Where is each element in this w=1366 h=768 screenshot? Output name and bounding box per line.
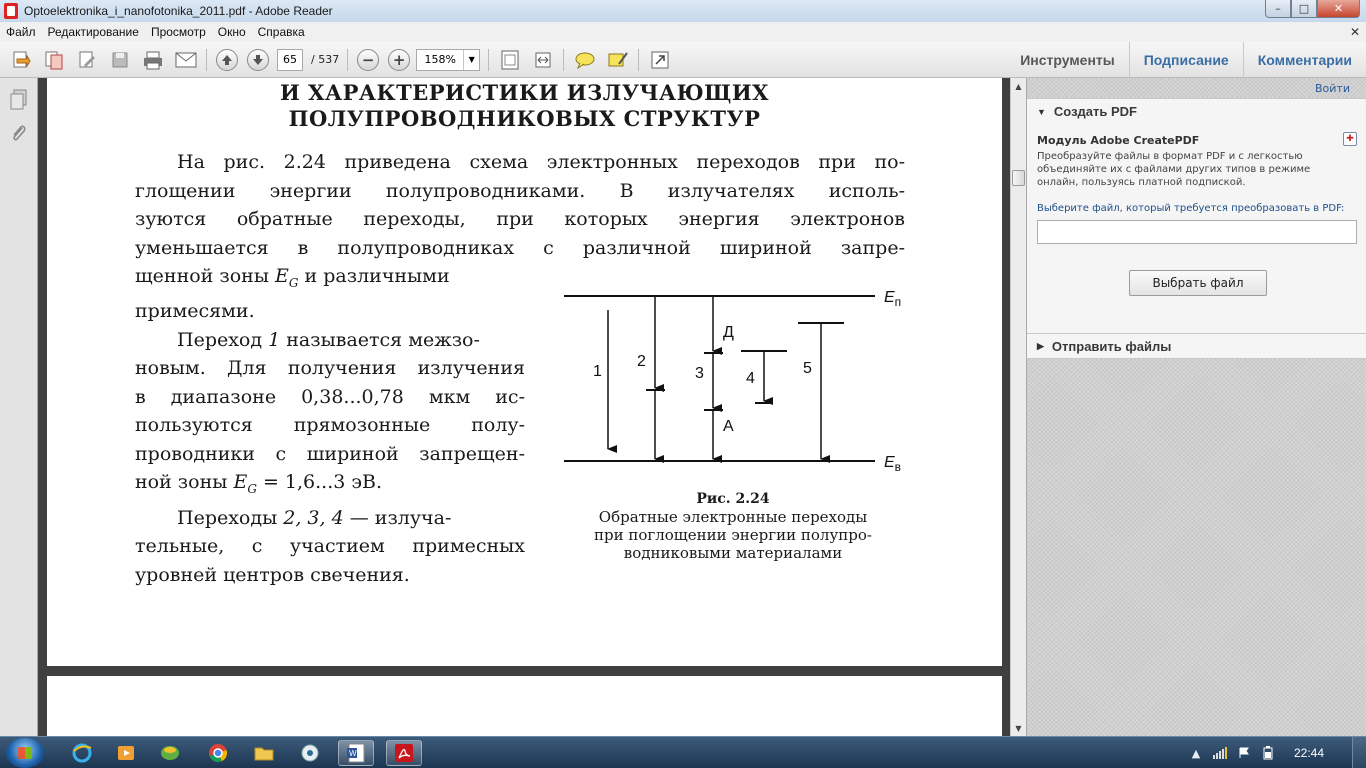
chrome-icon[interactable]	[200, 740, 236, 766]
text-line: зуются обратные переходы, при которых энергия электронов	[135, 208, 905, 230]
arrow-label-3: 3	[695, 365, 704, 382]
page-thumbnails-icon[interactable]	[7, 88, 31, 112]
highlight-icon[interactable]	[606, 48, 630, 72]
ep-symbol: E	[884, 289, 895, 306]
attachments-icon[interactable]	[7, 122, 31, 146]
app-icon[interactable]	[292, 740, 328, 766]
next-page-icon[interactable]	[247, 49, 269, 71]
print-icon[interactable]	[141, 48, 165, 72]
text-line: уровней центров свечения.	[135, 563, 410, 586]
eg-subscript: G	[288, 275, 299, 290]
system-clock[interactable]: 22:44	[1293, 746, 1324, 760]
arrow-label-5: 5	[803, 360, 812, 377]
document-close-icon[interactable]: ✕	[1349, 25, 1360, 39]
zoom-value: 158%	[424, 53, 456, 66]
send-files-header[interactable]	[1027, 334, 1366, 359]
valence-band-label	[884, 454, 901, 474]
arrow-label-2: 2	[637, 353, 646, 370]
text-line	[135, 468, 525, 503]
previous-page-icon[interactable]	[216, 49, 238, 71]
start-button[interactable]	[6, 738, 44, 768]
scroll-down-icon[interactable]: ▼	[1015, 723, 1022, 733]
acceptor-label: А	[723, 418, 734, 435]
arrow-label-1: 1	[593, 363, 602, 380]
paragraph-1	[135, 148, 905, 262]
page-total: / 537	[311, 53, 340, 66]
close-button[interactable]: ✕	[1317, 0, 1360, 18]
zoom-in-button[interactable]: +	[388, 49, 410, 71]
section-heading-line1: И ХАРАКТЕРИСТИКИ ИЗЛУЧАЮЩИХ	[280, 80, 769, 105]
document-view[interactable]	[38, 78, 1010, 736]
text-line: глощении энергии полупроводниками. В излучателях исполь-	[135, 179, 905, 202]
tools-pane	[1026, 78, 1366, 736]
donor-label: Д	[723, 324, 734, 341]
send-files-section	[1027, 333, 1366, 359]
scroll-up-icon[interactable]: ▲	[1015, 81, 1022, 91]
createpdf-service-icon: ✚	[1343, 132, 1357, 146]
toolbar-separator	[488, 49, 489, 71]
system-tray	[1188, 737, 1366, 768]
text-line: новым. Для получения излучения	[135, 357, 525, 380]
create-pdf-title: Создать PDF	[1053, 104, 1137, 119]
edit-pdf-icon[interactable]	[75, 48, 99, 72]
network-signal-icon[interactable]	[1212, 745, 1228, 761]
comment-icon[interactable]	[573, 48, 597, 72]
combine-files-icon[interactable]	[42, 48, 66, 72]
title-bar	[0, 0, 1366, 22]
energy-transition-diagram	[557, 283, 927, 483]
menu-bar	[0, 22, 1366, 42]
fit-width-icon[interactable]	[531, 48, 555, 72]
text-line: На рис. 2.24 приведена схема электронных переходов при по-	[177, 151, 905, 173]
toolbar	[0, 42, 1366, 78]
file-path-input[interactable]	[1037, 220, 1357, 244]
toolbar-separator	[206, 49, 207, 71]
svg-text:W: W	[349, 749, 357, 758]
text-line	[135, 262, 525, 297]
file-explorer-icon[interactable]	[246, 740, 282, 766]
menu-file[interactable]: Файл	[6, 25, 36, 39]
toolbar-separator	[563, 49, 564, 71]
adobe-reader-taskbar-icon[interactable]	[386, 740, 422, 766]
conduction-band-label	[884, 289, 901, 309]
window-title: Optoelektronika_i_nanofotonika_2011.pdf - Adobe Reader	[24, 4, 333, 18]
tab-sign[interactable]: Подписание	[1130, 42, 1244, 78]
section-heading-line2: ПОЛУПРОВОДНИКОВЫХ СТРУКТУР	[288, 106, 761, 131]
save-icon[interactable]	[108, 48, 132, 72]
media-player-icon[interactable]	[108, 740, 144, 766]
transition-number: 1	[268, 328, 281, 351]
eg-subscript: G	[247, 482, 257, 497]
ev-subscript: в	[894, 460, 902, 474]
word-icon[interactable]	[338, 740, 374, 766]
show-hidden-icons-icon[interactable]: ▲	[1191, 746, 1201, 760]
menu-view[interactable]: Просмотр	[150, 25, 206, 39]
maximize-button[interactable]: □	[1291, 0, 1317, 18]
toolbar-separator	[347, 49, 348, 71]
show-desktop-button[interactable]	[1352, 737, 1366, 768]
text-fragment: Переход	[177, 328, 263, 351]
fit-page-icon[interactable]	[498, 48, 522, 72]
text-line: тельные, с участием примесных	[135, 535, 525, 558]
pdf-page-next	[47, 676, 1002, 736]
figure-caption	[563, 490, 903, 562]
expand-icon[interactable]	[648, 48, 672, 72]
choose-file-label: Выберите файл, который требуется преобразовать в PDF:	[1037, 203, 1345, 214]
transition-numbers: 2, 3, 4	[283, 506, 344, 529]
create-pdf-icon[interactable]	[9, 48, 33, 72]
text-fragment: Переходы	[177, 506, 278, 529]
scroll-thumb[interactable]	[1012, 170, 1025, 186]
text-line: примесями.	[135, 300, 255, 323]
menu-edit[interactable]: Редактирование	[47, 25, 139, 39]
email-icon[interactable]	[174, 48, 198, 72]
adobe-reader-icon	[4, 3, 18, 19]
game-icon[interactable]	[152, 740, 188, 766]
sign-in-link[interactable]: Войти	[1315, 82, 1350, 95]
tab-comments[interactable]: Комментарии	[1257, 52, 1352, 68]
text-line: в диапазоне 0,38...0,78 мкм ис-	[135, 385, 525, 408]
chevron-down-icon[interactable]: ▼	[463, 50, 479, 70]
tab-tools[interactable]: Инструменты	[1006, 42, 1130, 78]
left-navigation-pane	[0, 78, 38, 736]
caption-line: Обратные электронные переходы	[598, 508, 868, 526]
action-center-flag-icon[interactable]	[1236, 745, 1252, 761]
window-controls	[1265, 0, 1360, 18]
menu-window[interactable]: Окно	[217, 25, 246, 39]
pdf-page	[47, 78, 1002, 666]
battery-icon[interactable]	[1260, 745, 1276, 761]
caption-line: при поглощении энергии полупро-	[594, 526, 872, 544]
zoom-out-button[interactable]: −	[357, 49, 379, 71]
expand-triangle-icon: ▶	[1037, 341, 1044, 351]
choose-file-button[interactable]: Выбрать файл	[1129, 270, 1267, 296]
minimize-button[interactable]: –	[1265, 0, 1291, 18]
module-title: Модуль Adobe CreatePDF	[1037, 134, 1200, 147]
text-fragment: = 1,6...3 эВ.	[262, 471, 383, 494]
task-tabs	[1006, 42, 1366, 78]
module-description: Преобразуйте файлы в формат PDF и с легкостью объединяйте их с файлами других типов в режиме онлайн, пользуясь платной подпиской.	[1037, 151, 1311, 188]
text-line: пользуются прямозонные полу-	[135, 414, 525, 437]
text-line: проводники с шириной запрещен-	[135, 442, 525, 465]
toolbar-separator	[638, 49, 639, 71]
text-fragment: щенной зоны	[135, 265, 269, 287]
create-pdf-header[interactable]	[1027, 99, 1366, 124]
caption-title: Рис. 2.24	[696, 491, 770, 507]
send-files-title: Отправить файлы	[1051, 339, 1172, 354]
caption-line: водниковыми материалами	[623, 544, 843, 562]
menu-help[interactable]: Справка	[257, 25, 305, 39]
vertical-scrollbar[interactable]	[1010, 78, 1026, 736]
collapse-triangle-icon: ▼	[1037, 106, 1046, 117]
ep-subscript: п	[894, 295, 902, 309]
ev-symbol: E	[884, 454, 895, 471]
text-fragment: называется межзо-	[286, 328, 480, 351]
eg-symbol: E	[233, 471, 248, 494]
page-number-input[interactable]: 65	[277, 49, 303, 71]
text-fragment: — излуча-	[349, 506, 452, 529]
internet-explorer-icon[interactable]	[64, 740, 100, 766]
paragraph-1-continued	[135, 262, 525, 589]
text-line	[135, 504, 525, 533]
arrow-label-4: 4	[746, 370, 755, 387]
eg-symbol: E	[275, 265, 289, 287]
text-line: уменьшается в полупроводниках с различной шириной запре-	[135, 236, 905, 259]
text-fragment: ной зоны	[135, 471, 228, 494]
text-line	[135, 326, 525, 355]
taskbar	[0, 736, 1366, 768]
zoom-select[interactable]	[416, 49, 480, 71]
text-fragment: и различными	[304, 265, 450, 287]
create-pdf-section	[1027, 98, 1366, 344]
